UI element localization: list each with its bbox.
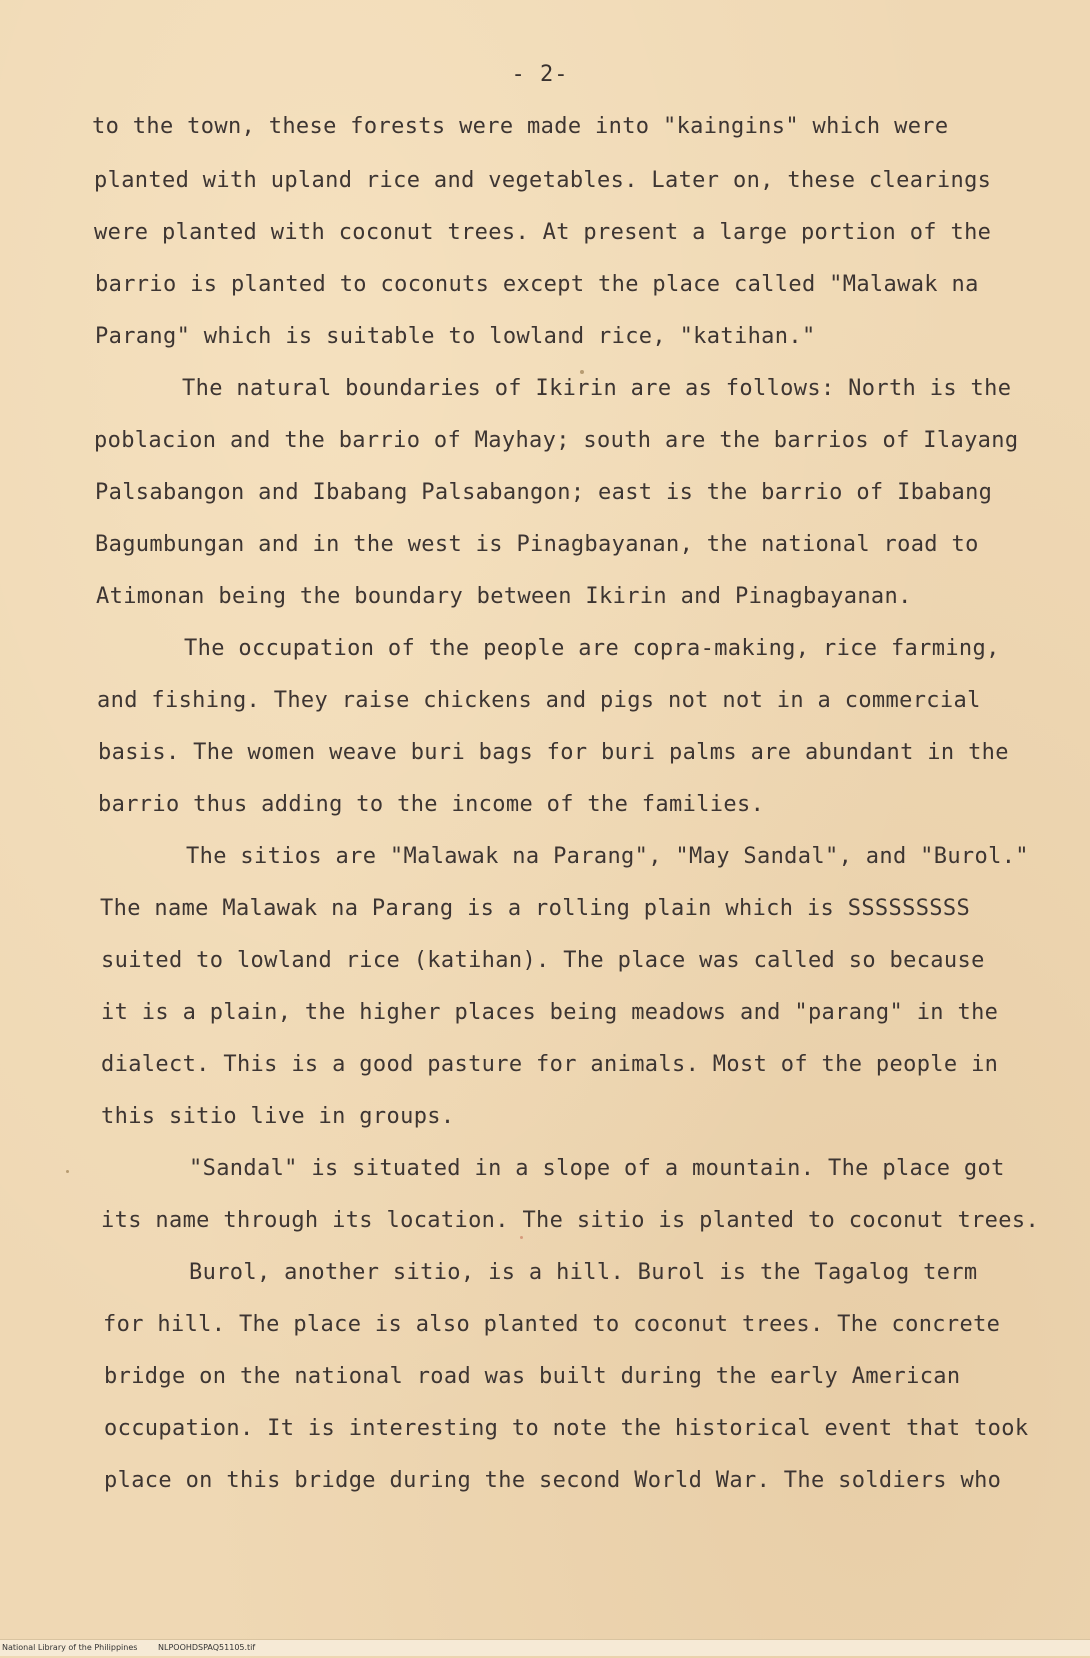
text-line: planted with upland rice and vegetables. Later on, these clearings	[94, 168, 992, 193]
text-line: to the town, these forests were made into "kaingins" which were	[92, 114, 949, 139]
text-line: The occupation of the people are copra-making, rice farming,	[184, 636, 1000, 661]
text-line: The sitios are "Malawak na Parang", "May Sandal", and "Burol."	[186, 844, 1029, 869]
text-line: The name Malawak na Parang is a rolling plain which is SSSSSSSSS	[100, 896, 971, 921]
text-line: poblacion and the barrio of Mayhay; south are the barrios of Ilayang	[94, 428, 1019, 453]
text-line: barrio is planted to coconuts except the place called "Malawak na	[95, 272, 979, 297]
footer-library: National Library of the Philippines	[2, 1643, 138, 1652]
text-line: occupation. It is interesting to note the historical event that took	[104, 1416, 1029, 1441]
paper-fleck	[520, 1236, 523, 1239]
text-line: barrio thus adding to the income of the families.	[98, 792, 765, 817]
text-line: suited to lowland rice (katihan). The place was called so because	[101, 948, 985, 973]
text-line: basis. The women weave buri bags for buri palms are abundant in the	[98, 740, 1009, 765]
text-line: The natural boundaries of Ikirin are as follows: North is the	[182, 376, 1012, 401]
text-line: Bagumbungan and in the west is Pinagbayanan, the national road to	[95, 532, 979, 557]
text-line: for hill. The place is also planted to coconut trees. The concrete	[103, 1312, 1001, 1337]
paper-fleck	[66, 1170, 69, 1173]
text-line: it is a plain, the higher places being meadows and "parang" in the	[101, 1000, 999, 1025]
text-line: were planted with coconut trees. At present a large portion of the	[94, 220, 992, 245]
text-line: "Sandal" is situated in a slope of a mountain. The place got	[189, 1156, 1005, 1181]
text-line: its name through its location. The sitio is planted to coconut trees.	[101, 1208, 1040, 1233]
text-line: Burol, another sitio, is a hill. Burol is the Tagalog term	[189, 1260, 978, 1285]
text-line: Atimonan being the boundary between Ikirin and Pinagbayanan.	[96, 584, 912, 609]
text-line: Palsabangon and Ibabang Palsabangon; east is the barrio of Ibabang	[95, 480, 993, 505]
text-line: place on this bridge during the second World War. The soldiers who	[104, 1468, 1002, 1493]
text-line: this sitio live in groups.	[101, 1104, 455, 1129]
text-line: dialect. This is a good pasture for animals. Most of the people in	[101, 1052, 999, 1077]
text-line: bridge on the national road was built during the early American	[104, 1364, 961, 1389]
page-number: - 2-	[511, 62, 569, 87]
text-line: and fishing. They raise chickens and pigs not not in a commercial	[97, 688, 981, 713]
footer-file-id: NLPOOHDSPAQ51105.tif	[158, 1643, 256, 1652]
text-line: Parang" which is suitable to lowland rice, "katihan."	[95, 324, 816, 349]
paper-fleck	[580, 370, 584, 374]
archive-footer	[0, 1639, 1090, 1656]
